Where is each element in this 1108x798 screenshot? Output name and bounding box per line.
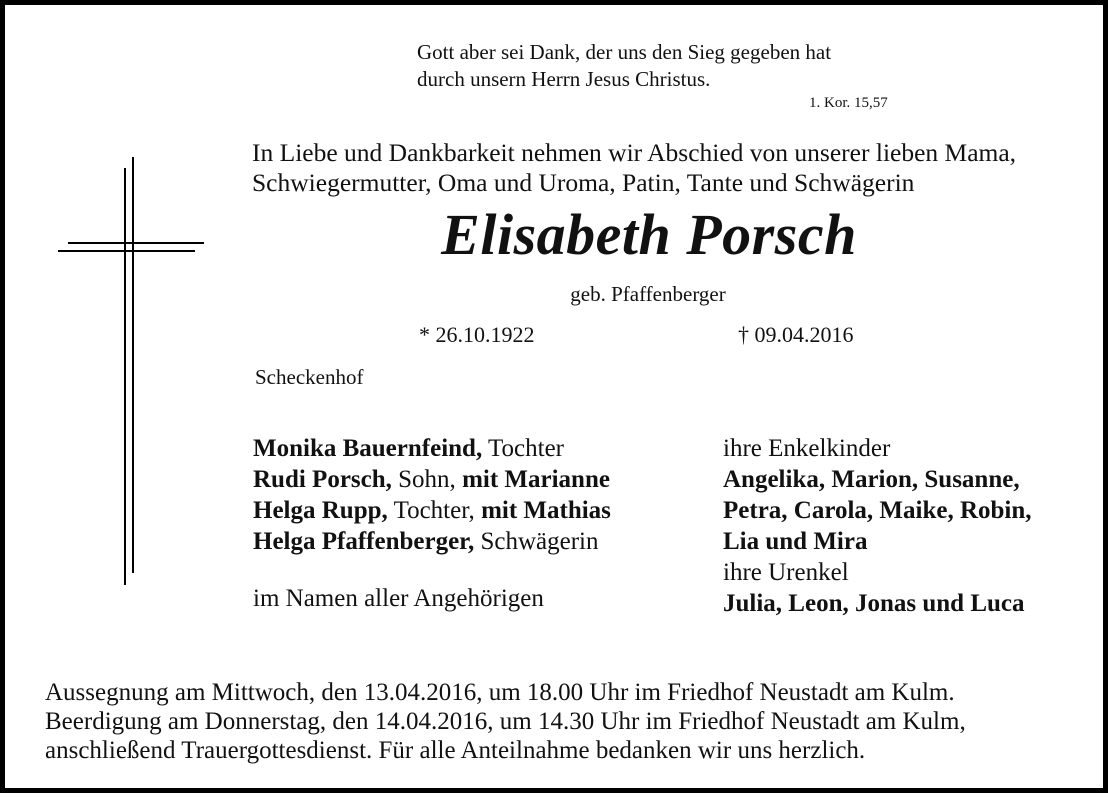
grandchildren-names: Petra, Carola, Maike, Robin, xyxy=(723,497,1032,524)
mourner-entry xyxy=(253,433,611,464)
great-grandchildren-label: ihre Urenkel xyxy=(723,559,849,586)
intro-line: Schwiegermutter, Oma und Uroma, Patin, Tante und Schwägerin xyxy=(252,168,915,197)
footer-line: Aussegnung am Mittwoch, den 13.04.2016, um 18.00 Uhr im Friedhof Neustadt am Kulm. xyxy=(45,679,955,706)
bible-verse xyxy=(417,39,831,93)
funeral-details xyxy=(45,678,966,765)
intro-line: In Liebe und Dankbarkeit nehmen wir Abschied von unserer lieben Mama, xyxy=(252,138,1017,167)
verse-line: durch unsern Herrn Jesus Christus. xyxy=(417,67,711,91)
regards-line: im Namen aller Angehörigen xyxy=(253,585,544,612)
grandchildren-list xyxy=(723,433,1032,619)
mourner-relation: Sohn, xyxy=(391,466,463,493)
mourner-name: Helga Pfaffenberger, xyxy=(253,528,475,555)
mourner-entry xyxy=(253,464,611,495)
grandchildren-label: ihre Enkelkinder xyxy=(723,435,891,462)
birth-date: * 26.10.1922 xyxy=(419,322,535,347)
mourner-name: Helga Rupp, xyxy=(253,497,388,524)
mourner-name: Monika Bauernfeind, xyxy=(253,435,483,462)
mourners-list xyxy=(253,433,611,557)
grandchildren-names: Lia und Mira xyxy=(723,528,868,555)
death-date: † 09.04.2016 xyxy=(738,322,854,347)
deceased-name: Elisabeth Porsch xyxy=(441,202,857,267)
mourner-relation: Tochter xyxy=(482,435,564,462)
residence-place: Scheckenhof xyxy=(255,365,364,389)
birth-name: geb. Pfaffenberger xyxy=(570,282,726,306)
footer-line: anschließend Trauergottesdienst. Für alle Anteilnahme bedanken wir uns herzlich. xyxy=(45,737,866,764)
grandchildren-names: Angelika, Marion, Susanne, xyxy=(723,466,1020,493)
mourner-entry xyxy=(253,495,611,526)
mourner-entry xyxy=(253,526,611,557)
intro-text xyxy=(252,138,1016,198)
verse-reference: 1. Kor. 15,57 xyxy=(809,95,888,111)
mourner-name: Rudi Porsch, xyxy=(253,466,392,493)
mourner-partner: mit Marianne xyxy=(462,466,610,493)
great-grandchildren-names: Julia, Leon, Jonas und Luca xyxy=(723,590,1025,617)
mourner-partner: mit Mathias xyxy=(481,497,611,524)
mourner-relation: Tochter, xyxy=(387,497,482,524)
mourner-relation: Schwägerin xyxy=(474,528,599,555)
verse-line: Gott aber sei Dank, der uns den Sieg gegeben hat xyxy=(417,40,832,64)
footer-line: Beerdigung am Donnerstag, den 14.04.2016, um 14.30 Uhr im Friedhof Neustadt am Kulm, xyxy=(45,708,966,735)
